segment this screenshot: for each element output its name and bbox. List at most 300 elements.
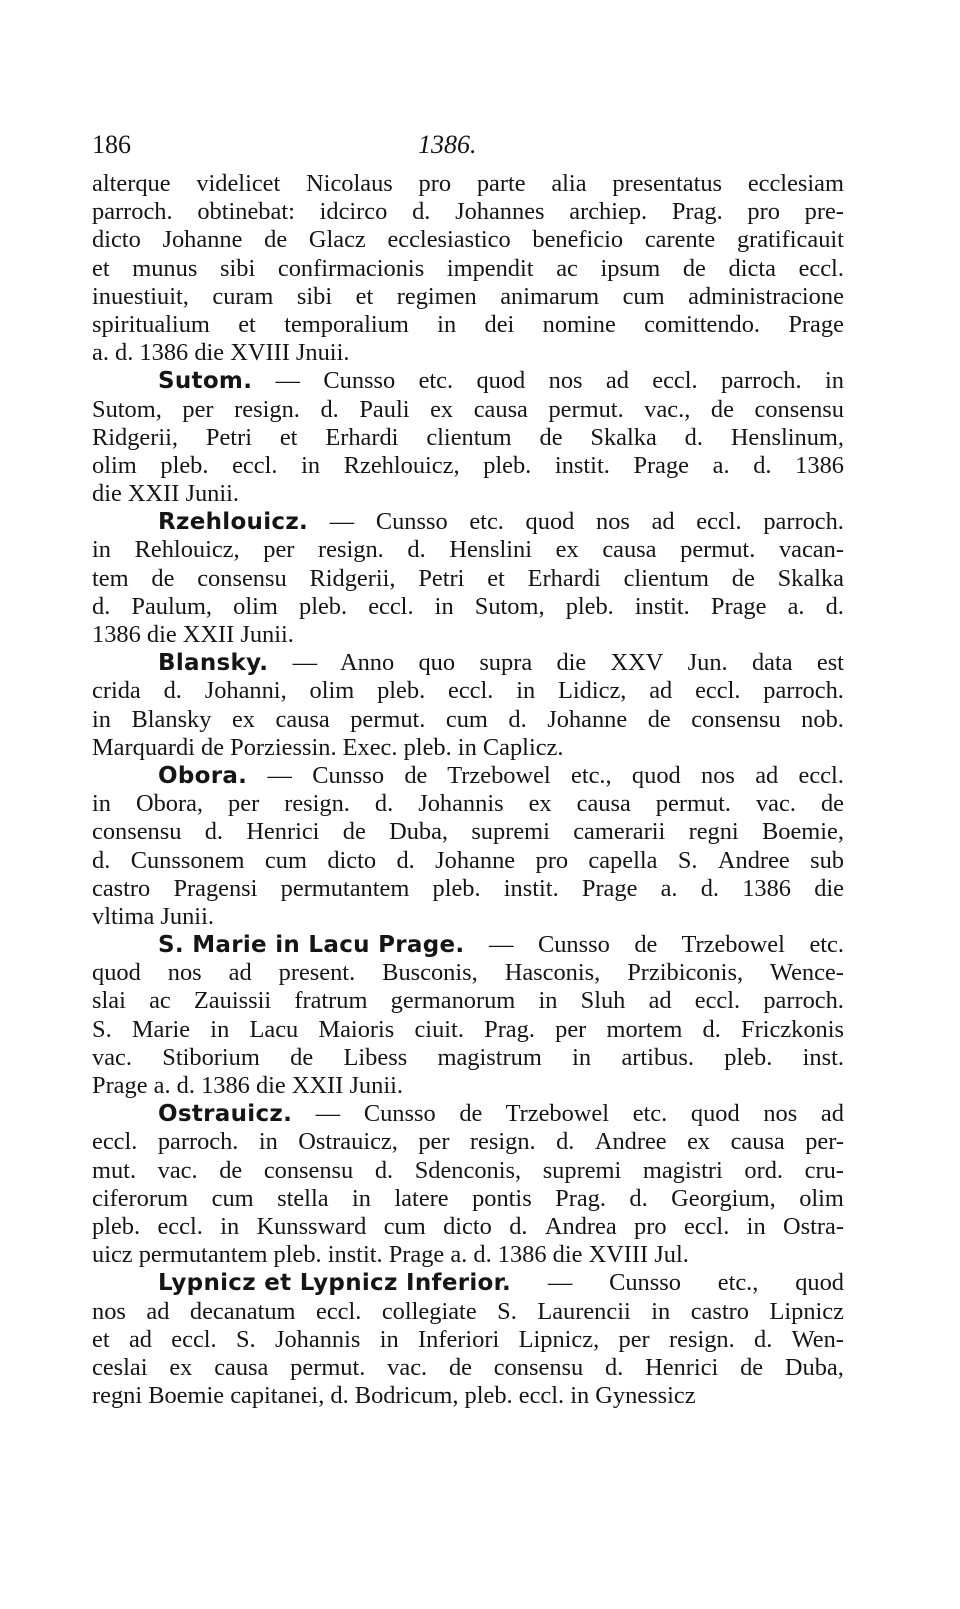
word: videlicet <box>196 170 281 197</box>
word: sibi <box>296 282 333 310</box>
word: nos <box>92 1297 126 1325</box>
word: vltima <box>92 902 161 930</box>
word: data <box>745 649 793 677</box>
word: d. <box>92 846 111 874</box>
word: die <box>146 621 183 648</box>
word: in <box>379 1325 399 1353</box>
word: Gynessicz <box>595 1382 696 1410</box>
word: Prag. <box>555 1184 606 1212</box>
word: Marie <box>131 1015 191 1043</box>
entry-paragraph <box>92 1269 844 1410</box>
word: Andree <box>717 846 790 874</box>
word: eccl. <box>518 1382 571 1410</box>
word: ecclesiastico <box>387 226 511 254</box>
word: die <box>255 1072 292 1099</box>
word: die <box>552 1241 589 1269</box>
word: S. <box>677 846 698 874</box>
word: supra <box>473 649 533 677</box>
word: Inferiori <box>418 1325 500 1353</box>
word: d. <box>508 705 527 733</box>
entry-paragraph <box>92 762 844 931</box>
word: d. <box>412 198 431 226</box>
word: mortem <box>606 1015 683 1043</box>
word: — <box>269 367 301 395</box>
word: in <box>570 1382 596 1410</box>
word: 1386 <box>139 339 195 367</box>
word: per- <box>805 1128 844 1156</box>
word: resign. <box>469 1128 536 1156</box>
word: XXII <box>291 1072 350 1099</box>
word: alia <box>551 170 587 197</box>
word: Cunsso <box>306 761 385 789</box>
word: crida <box>92 677 141 705</box>
word: d. <box>92 592 111 620</box>
word: per <box>555 1015 587 1043</box>
word: Libess <box>343 1043 408 1071</box>
word: eccl. <box>232 451 278 479</box>
word: cum <box>622 282 665 310</box>
word: de <box>539 423 563 451</box>
word: Trzebowel <box>499 1100 610 1128</box>
word: quod <box>684 1100 740 1128</box>
word: parroch. <box>92 198 173 226</box>
word: d. <box>754 1325 773 1353</box>
word: de <box>201 733 231 761</box>
word: quod <box>92 959 141 987</box>
word: pro <box>634 1212 667 1240</box>
word: ciferorum <box>92 1184 189 1212</box>
word: fratrum <box>294 987 368 1015</box>
word: beneficio <box>532 226 624 254</box>
word: Ostrauicz, <box>298 1128 398 1156</box>
text-line <box>92 1382 844 1410</box>
word: Duba, <box>389 818 449 846</box>
word: regimen <box>396 282 477 310</box>
text-line <box>92 1044 844 1072</box>
word: in <box>437 310 457 338</box>
word: comittendo. <box>644 310 761 338</box>
word: de <box>290 1043 314 1071</box>
word: eccl. <box>695 677 741 705</box>
word: castro <box>690 1297 749 1325</box>
word: parroch. <box>714 367 802 395</box>
word: eccl. <box>92 1128 138 1156</box>
continued-paragraph <box>92 170 844 367</box>
word: Cunsso <box>317 367 396 395</box>
word: eccl. <box>646 367 698 395</box>
word: etc. <box>803 931 844 959</box>
word: d. <box>684 423 703 451</box>
book-page <box>92 130 844 1410</box>
word: archiep. <box>569 198 648 226</box>
text-line <box>92 1185 844 1213</box>
word: vac. <box>755 790 796 818</box>
word: causa <box>602 536 657 564</box>
word: pleb. <box>92 1212 141 1240</box>
word: ex <box>687 1128 711 1156</box>
word: Prage <box>633 451 690 479</box>
word: idcirco <box>319 198 388 226</box>
word: Pragensi <box>173 874 258 902</box>
word: pre- <box>804 198 844 226</box>
word: cum <box>264 846 307 874</box>
word: Johannis <box>274 1325 361 1353</box>
word: die <box>550 649 587 677</box>
word: de <box>398 761 428 789</box>
word: in <box>434 592 454 620</box>
text-line <box>92 1298 844 1326</box>
word: eccl. <box>316 1297 362 1325</box>
word: Andree <box>594 1128 667 1156</box>
page-header <box>92 130 844 170</box>
word: pleb. <box>724 1043 773 1071</box>
word: d. <box>396 846 415 874</box>
word: quod <box>519 508 575 536</box>
word: XXII <box>182 621 241 648</box>
word: spiritualium <box>92 310 210 338</box>
word: vac. <box>157 1156 198 1184</box>
word: d. <box>374 790 394 818</box>
entry-paragraph <box>92 508 844 649</box>
word: ciuit. <box>414 1015 464 1043</box>
word: permut. <box>548 395 624 423</box>
word: capitanei, <box>230 1382 331 1410</box>
word: pleb. <box>160 451 209 479</box>
word: etc. <box>412 367 454 395</box>
word: — <box>323 508 355 536</box>
word: pleb. <box>299 592 348 620</box>
word: stella <box>277 1184 329 1212</box>
word: Prage <box>581 874 638 902</box>
text-line <box>92 508 844 536</box>
text-line <box>92 818 844 846</box>
word: Wen- <box>791 1325 844 1353</box>
word: curam <box>212 282 274 310</box>
word: Przibiconis, <box>627 959 744 987</box>
word: de <box>453 1100 483 1128</box>
word: in <box>258 1128 278 1156</box>
word: a. <box>787 592 805 620</box>
word: Prag. <box>484 1015 535 1043</box>
word: XXII <box>127 480 186 508</box>
word: per <box>228 790 260 818</box>
word: vac. <box>387 1353 428 1381</box>
word: consensu <box>197 564 287 592</box>
word: temporalium <box>284 310 409 338</box>
word: in <box>352 1184 371 1212</box>
word: — <box>541 1269 573 1297</box>
word: a. <box>450 1241 474 1269</box>
word: pro <box>418 170 452 197</box>
word: dei <box>484 310 515 338</box>
word: Busconis, <box>382 959 478 987</box>
word: tem <box>92 564 129 592</box>
entry-headword: Ostrauicz. <box>158 1101 293 1128</box>
word: nos <box>757 1100 798 1128</box>
word: Jun. <box>681 649 728 677</box>
word: Jnuii. <box>295 339 350 367</box>
word: quod <box>789 1269 844 1297</box>
word: vacan- <box>778 536 844 564</box>
word: permutantem <box>280 874 410 902</box>
word: olim <box>92 451 137 479</box>
word: Junii. <box>349 1072 403 1099</box>
word: et <box>92 1325 110 1353</box>
word: regni <box>92 1382 149 1410</box>
word: d. <box>320 395 339 423</box>
word: S. <box>497 1297 517 1325</box>
running-head-year: 1386. <box>418 130 477 159</box>
word: cum <box>445 705 488 733</box>
word: clientum <box>426 423 512 451</box>
word: causa <box>214 1353 269 1381</box>
word: ac <box>149 987 171 1015</box>
word: a. <box>153 1072 177 1099</box>
word: instit. <box>327 1241 389 1269</box>
word: de <box>342 818 366 846</box>
word: per <box>418 1128 450 1156</box>
word: Cunsso <box>602 1269 681 1297</box>
word: resign. <box>284 790 350 818</box>
word: Friczkonis <box>741 1015 844 1043</box>
text-line <box>92 847 844 875</box>
text-line <box>92 396 844 424</box>
word: Prage <box>788 310 844 338</box>
word: de <box>151 564 175 592</box>
word: Prage <box>710 592 767 620</box>
word: Boemie, <box>762 818 844 846</box>
word: Prag. <box>671 198 723 226</box>
word: nos <box>589 508 630 536</box>
entry-paragraph <box>92 1100 844 1269</box>
word: eccl. <box>798 254 844 282</box>
word: permut. <box>655 790 731 818</box>
word: gratificauit <box>736 226 844 254</box>
word: ad <box>645 508 675 536</box>
word: ad <box>649 677 673 705</box>
word: in <box>92 536 111 564</box>
word: d. <box>163 677 182 705</box>
word: in <box>457 733 483 761</box>
word: Sutom, <box>92 395 162 423</box>
word: Henrici <box>246 818 320 846</box>
word: pleb. <box>377 677 426 705</box>
word: Johanne <box>547 705 628 733</box>
word: Sdenconis, <box>414 1156 522 1184</box>
word: Trzebowel <box>441 761 551 789</box>
text-line <box>92 987 844 1015</box>
word: nos <box>542 367 583 395</box>
word: a. <box>92 339 116 367</box>
word: munus <box>132 254 198 282</box>
word: Rzehlouicz, <box>343 451 460 479</box>
text-line <box>92 424 844 452</box>
word: ipsum <box>600 254 661 282</box>
word: de <box>647 705 671 733</box>
word: Ridgerii, <box>309 564 396 592</box>
word: pleb. <box>432 874 481 902</box>
word: de <box>682 254 706 282</box>
word: per <box>182 395 214 423</box>
word: ad <box>814 1100 844 1128</box>
word: Lipnicz <box>769 1297 844 1325</box>
word: Duba, <box>784 1353 844 1381</box>
word: d. <box>176 1072 202 1099</box>
word: ex <box>231 705 255 733</box>
word: quo <box>412 649 456 677</box>
word: etc. <box>626 1100 668 1128</box>
word: collegiate <box>381 1297 477 1325</box>
text-line <box>92 339 844 367</box>
word: parroch. <box>763 677 844 705</box>
text-line <box>92 1269 844 1297</box>
word: germanorum <box>390 987 516 1015</box>
word: presentatus <box>612 170 723 197</box>
word: pro <box>535 846 569 874</box>
page-body <box>92 170 844 1410</box>
word: Nicolaus <box>306 170 393 197</box>
word: d. <box>509 1212 528 1240</box>
word: nos <box>694 761 735 789</box>
word: permut. <box>350 705 426 733</box>
word: ac <box>556 254 578 282</box>
word: Trzebowel <box>675 931 785 959</box>
word: d. <box>407 536 426 564</box>
word: S. <box>235 1325 256 1353</box>
word: d. <box>702 1015 721 1043</box>
word: olim <box>309 677 355 705</box>
word: Ostra- <box>783 1212 844 1240</box>
word: — <box>482 931 514 959</box>
word: d. <box>374 1156 394 1184</box>
word: XXV <box>604 649 664 677</box>
word: eccl. <box>157 1212 203 1240</box>
word: resign. <box>669 1325 735 1353</box>
word: ad <box>228 959 252 987</box>
word: Skalka <box>777 564 844 592</box>
word: regni <box>688 818 739 846</box>
text-line <box>92 1354 844 1382</box>
word: parroch. <box>157 1128 239 1156</box>
word: etc., <box>711 1269 759 1297</box>
word: d. <box>473 1241 498 1269</box>
word: pleb. <box>464 1382 519 1410</box>
word: slai <box>92 987 126 1015</box>
word: eccl. <box>368 592 414 620</box>
word: Lipnicz, <box>518 1325 600 1353</box>
word: olim <box>799 1184 844 1212</box>
word: d. <box>556 1128 575 1156</box>
word: magistri <box>642 1156 723 1184</box>
word: permut. <box>290 1353 366 1381</box>
word: obtinebat: <box>197 198 295 226</box>
word: d. <box>330 1382 355 1410</box>
text-line <box>92 1213 844 1241</box>
word: in <box>301 451 321 479</box>
word: per <box>263 536 295 564</box>
word: ad <box>648 987 672 1015</box>
word: Andrea <box>544 1212 617 1240</box>
word: dicto <box>92 226 141 254</box>
word: XVIII <box>230 339 296 367</box>
word: et <box>238 310 256 338</box>
entry-headword: S. Marie in Lacu Prage. <box>158 932 465 959</box>
word: pleb. <box>483 451 532 479</box>
word: inst. <box>802 1043 844 1071</box>
word: d. <box>115 339 140 367</box>
word: Blansky <box>131 705 212 733</box>
word: Skalka <box>590 423 657 451</box>
word: Cunsso <box>357 1100 436 1128</box>
word: vac. <box>92 1043 132 1071</box>
word: de <box>219 1156 243 1184</box>
word: d. <box>629 1184 648 1212</box>
word: Johannis <box>418 790 504 818</box>
word: in <box>92 705 111 733</box>
word: consensu <box>92 818 182 846</box>
word: d. <box>605 1353 624 1381</box>
text-line <box>92 1072 844 1100</box>
word: pro <box>747 198 780 226</box>
word: nos <box>167 959 202 987</box>
word: Exec. <box>342 733 404 761</box>
word: et <box>355 282 374 310</box>
word: a. <box>660 874 678 902</box>
word: pleb. <box>273 1241 328 1269</box>
word: ad <box>749 761 779 789</box>
word: ord. <box>744 1156 784 1184</box>
word: eccl. <box>792 761 844 789</box>
word: 1386 <box>92 621 147 648</box>
word: confirmacionis <box>277 254 425 282</box>
word: dicto <box>443 1212 492 1240</box>
word: de <box>264 226 288 254</box>
word: quod <box>625 761 681 789</box>
word: vac., <box>644 395 691 423</box>
word: capella <box>588 846 658 874</box>
text-line <box>92 762 844 790</box>
word: instit. <box>554 451 610 479</box>
word: Henslinum, <box>730 423 844 451</box>
entry-headword: Lypnicz et Lypnicz Inferior. <box>158 1270 512 1297</box>
word: in <box>572 1043 592 1071</box>
word: parte <box>476 170 526 197</box>
word: Caplicz. <box>482 733 564 761</box>
word: alterque <box>92 170 171 197</box>
word: carente <box>644 226 716 254</box>
word: in <box>92 790 111 818</box>
text-line <box>92 1241 844 1269</box>
word: et <box>487 564 505 592</box>
word: permut. <box>680 536 756 564</box>
word: eccl. <box>690 508 742 536</box>
word: 1386 <box>497 1241 553 1269</box>
text-line <box>92 1157 844 1185</box>
entry-headword: Rzehlouicz. <box>158 509 309 536</box>
word: — <box>286 649 318 677</box>
word: magistrum <box>437 1043 542 1071</box>
word: etc., <box>564 761 612 789</box>
text-line <box>92 875 844 903</box>
word: d. <box>700 874 720 902</box>
word: ex <box>430 395 454 423</box>
word: Prage <box>92 1072 154 1099</box>
text-line <box>92 170 844 198</box>
word: quod <box>470 367 526 395</box>
word: Cunsso <box>531 931 610 959</box>
word: eccl. <box>448 677 494 705</box>
word: inuestiuit, <box>92 282 189 310</box>
